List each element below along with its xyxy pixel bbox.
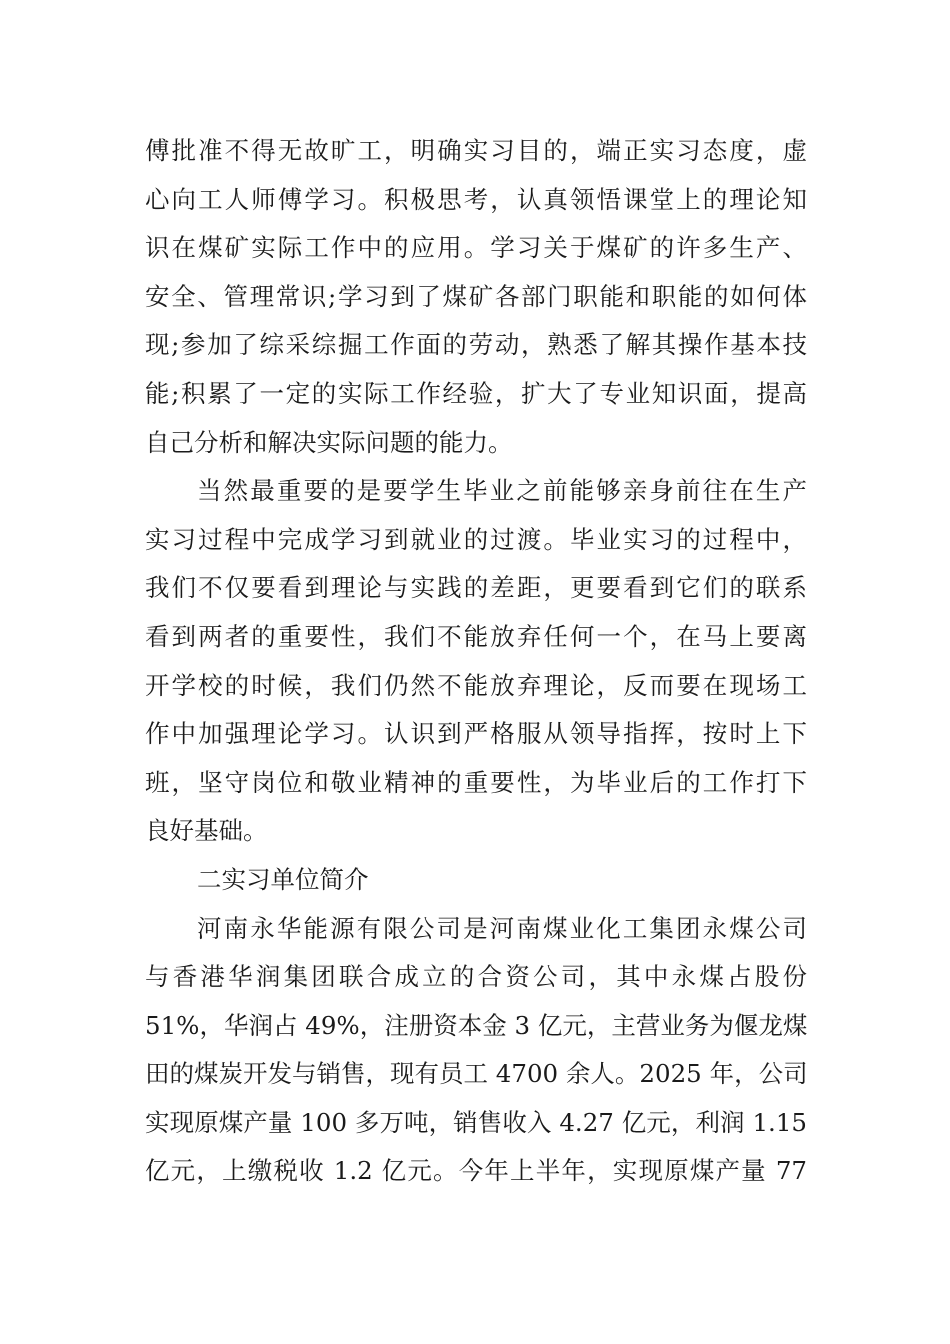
text-line: 我们不仅要看到理论与实践的差距，更要看到它们的联系 bbox=[145, 573, 807, 603]
text-line: 51%，华润占 49%，注册资本金 3 亿元，主营业务为偃龙煤 bbox=[145, 1010, 808, 1040]
section-heading: 二实习单位简介 bbox=[197, 864, 369, 894]
text-line: 安全、管理常识;学习到了煤矿各部门职能和职能的如何体 bbox=[145, 281, 807, 311]
text-line: 与香港华润集团联合成立的合资公司，其中永煤占股份 bbox=[145, 962, 807, 992]
text-line: 实习过程中完成学习到就业的过渡。毕业实习的过程中， bbox=[145, 524, 807, 554]
text-line: 作中加强理论学习。认识到严格服从领导指挥，按时上下 bbox=[145, 719, 807, 749]
text-line: 自己分析和解决实际问题的能力。 bbox=[145, 427, 513, 457]
text-line: 识在煤矿实际工作中的应用。学习关于煤矿的许多生产、 bbox=[145, 233, 807, 263]
text-line: 开学校的时候，我们仍然不能放弃理论，反而要在现场工 bbox=[145, 670, 807, 700]
text-line: 能;积累了一定的实际工作经验，扩大了专业知识面，提高 bbox=[145, 378, 807, 408]
text-line: 心向工人师傅学习。积极思考，认真领悟课堂上的理论知 bbox=[145, 184, 807, 214]
paragraph-first-line: 河南永华能源有限公司是河南煤业化工集团永煤公司 bbox=[197, 913, 807, 943]
text-line: 实现原煤产量 100 多万吨，销售收入 4.27 亿元，利润 1.15 bbox=[145, 1107, 807, 1137]
text-line: 现;参加了综采综掘工作面的劳动，熟悉了解其操作基本技 bbox=[145, 330, 807, 360]
text-line: 傅批准不得无故旷工，明确实习目的，端正实习态度，虚 bbox=[145, 136, 807, 165]
text-line: 良好基础。 bbox=[145, 816, 268, 846]
text-line: 田的煤炭开发与销售，现有员工 4700 余人。2025 年，公司 bbox=[145, 1059, 808, 1089]
text-line: 亿元，上缴税收 1.2 亿元。今年上半年，实现原煤产量 77 bbox=[145, 1156, 807, 1186]
paragraph-first-line: 当然最重要的是要学生毕业之前能够亲身前往在生产 bbox=[197, 476, 807, 506]
text-line: 班，坚守岗位和敬业精神的重要性，为毕业后的工作打下 bbox=[145, 767, 807, 797]
document-body bbox=[145, 127, 807, 1196]
text-line: 看到两者的重要性，我们不能放弃任何一个，在马上要离 bbox=[145, 621, 807, 651]
